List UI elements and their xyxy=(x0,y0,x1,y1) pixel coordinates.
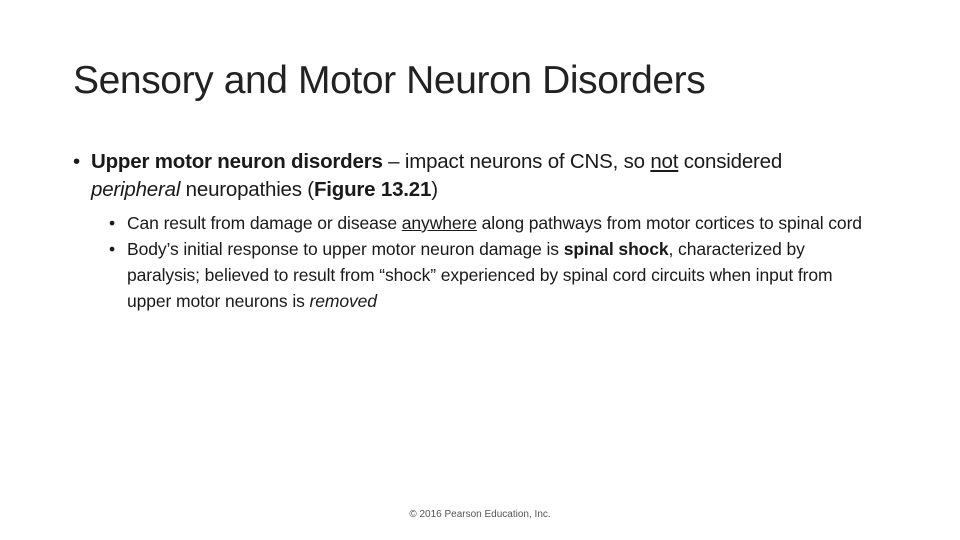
bullet1-text-d: ) xyxy=(431,178,438,201)
emphasis-anywhere: anywhere xyxy=(401,213,477,233)
slide-body xyxy=(73,148,873,314)
term-spinal-shock: spinal shock xyxy=(563,239,669,259)
bullet-upper-motor-neuron-disorders xyxy=(73,148,873,204)
sub2-text-a: Body’s initial response to upper motor neuron damage is xyxy=(127,239,564,259)
copyright-footer: © 2016 Pearson Education, Inc. xyxy=(409,509,551,520)
sub1-text-b: along pathways from motor cortices to spinal cord xyxy=(476,213,862,233)
sub-bullet-spinal-shock xyxy=(109,236,867,314)
figure-reference: Figure 13.21 xyxy=(313,178,432,201)
emphasis-removed: removed xyxy=(309,291,377,311)
bullet1-text-c: neuropathies ( xyxy=(180,178,314,201)
slide-title: Sensory and Motor Neuron Disorders xyxy=(73,59,706,102)
bullet1-text-b: considered xyxy=(678,150,783,173)
emphasis-peripheral: peripheral xyxy=(91,178,181,201)
bullet1-text-a: – impact neurons of CNS, so xyxy=(382,150,651,173)
emphasis-not: not xyxy=(650,150,679,173)
sub-bullet-damage-pathways xyxy=(109,210,867,236)
sub-bullet-list xyxy=(109,210,873,314)
sub1-text-a: Can result from damage or disease xyxy=(127,213,402,233)
term-upper-motor-neuron-disorders: Upper motor neuron disorders xyxy=(91,150,383,173)
sub2-text-b: , characterized by paralysis; believed to result from “shock” experienced by spinal cord circuits when input from upper motor neurons is xyxy=(127,239,833,311)
